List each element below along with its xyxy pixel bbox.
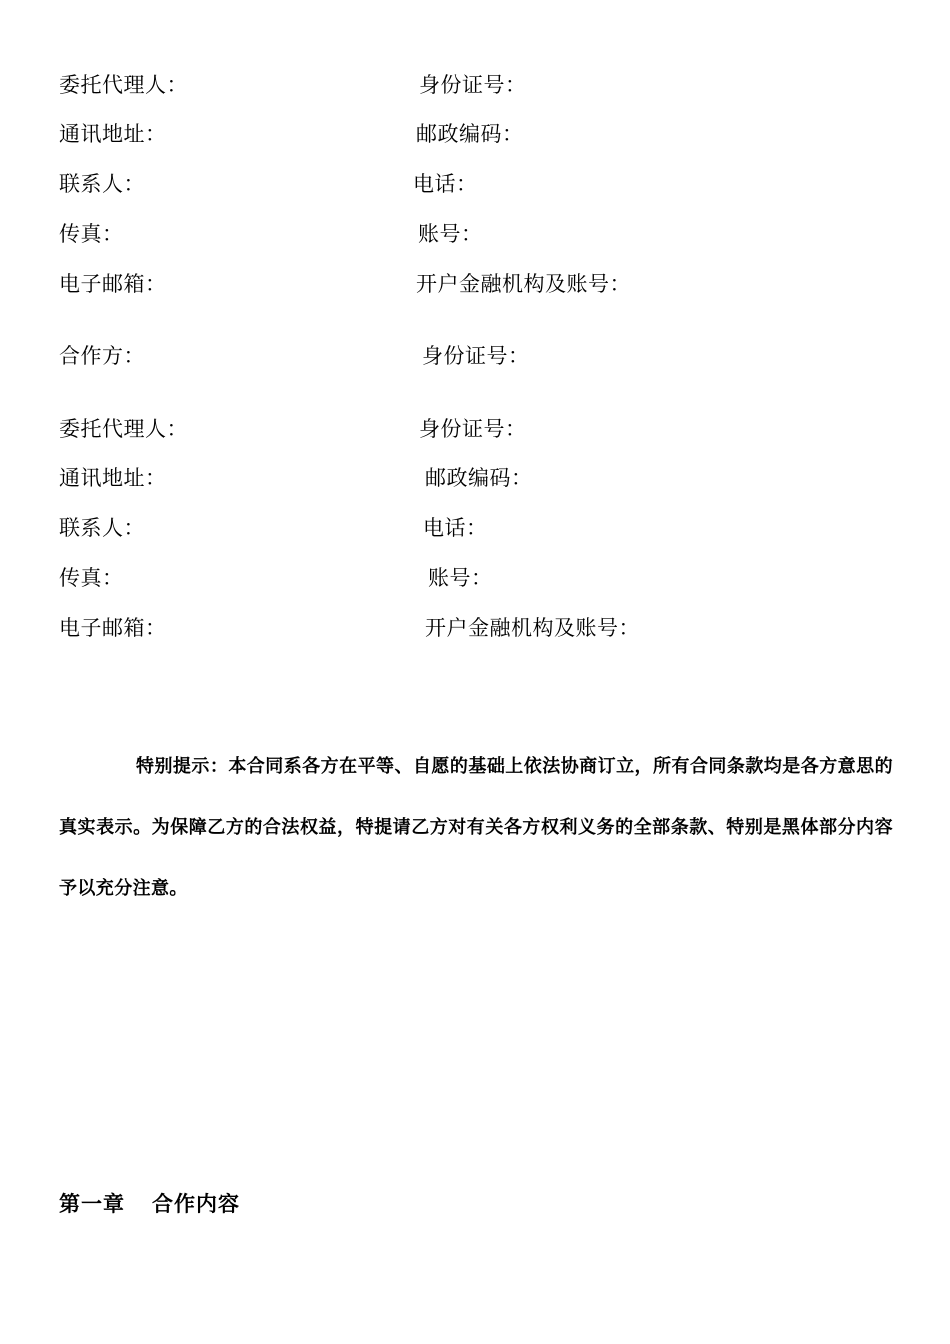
partner-agent-id-label: 身份证号：: [419, 417, 527, 441]
partner-agent-label: 委托代理人：: [59, 417, 188, 441]
partner-bank-label: 开户金融机构及账号：: [425, 616, 640, 640]
partner-account-label: 账号：: [428, 566, 493, 590]
partner-address-label: 通讯地址：: [59, 466, 167, 490]
party-a-bank-label: 开户金融机构及账号：: [416, 272, 631, 296]
partner-name-label: 合作方：: [59, 344, 145, 368]
partner-id-label: 身份证号：: [422, 344, 530, 368]
party-a-contact-label: 联系人：: [59, 172, 145, 196]
chapter-title: 合作内容: [152, 1191, 240, 1216]
partner-postcode-label: 邮政编码：: [425, 466, 533, 490]
chapter-number: 第一章: [59, 1191, 125, 1216]
party-a-agent-label: 委托代理人：: [59, 73, 188, 97]
partner-fax-label: 传真：: [59, 566, 124, 590]
partner-contact-label: 联系人：: [59, 516, 145, 540]
party-a-account-label: 账号：: [418, 222, 483, 246]
party-a-fax-label: 传真：: [59, 222, 124, 246]
special-notice-paragraph: 特别提示：本合同系各方在平等、自愿的基础上依法协商订立，所有合同条款均是各方意思的真实表示。为保障乙方的合法权益，特提请乙方对有关各方权利义务的全部条款、特别是黑体部分内容予以充分注意。: [59, 756, 893, 899]
party-a-address-label: 通讯地址：: [59, 122, 167, 146]
party-a-phone-label: 电话：: [413, 172, 478, 196]
partner-phone-label: 电话：: [423, 516, 488, 540]
party-a-agent-id-label: 身份证号：: [419, 73, 527, 97]
party-a-postcode-label: 邮政编码：: [416, 122, 524, 146]
partner-email-label: 电子邮箱：: [59, 616, 167, 640]
party-a-email-label: 电子邮箱：: [59, 272, 167, 296]
chapter-heading: [59, 1190, 240, 1218]
